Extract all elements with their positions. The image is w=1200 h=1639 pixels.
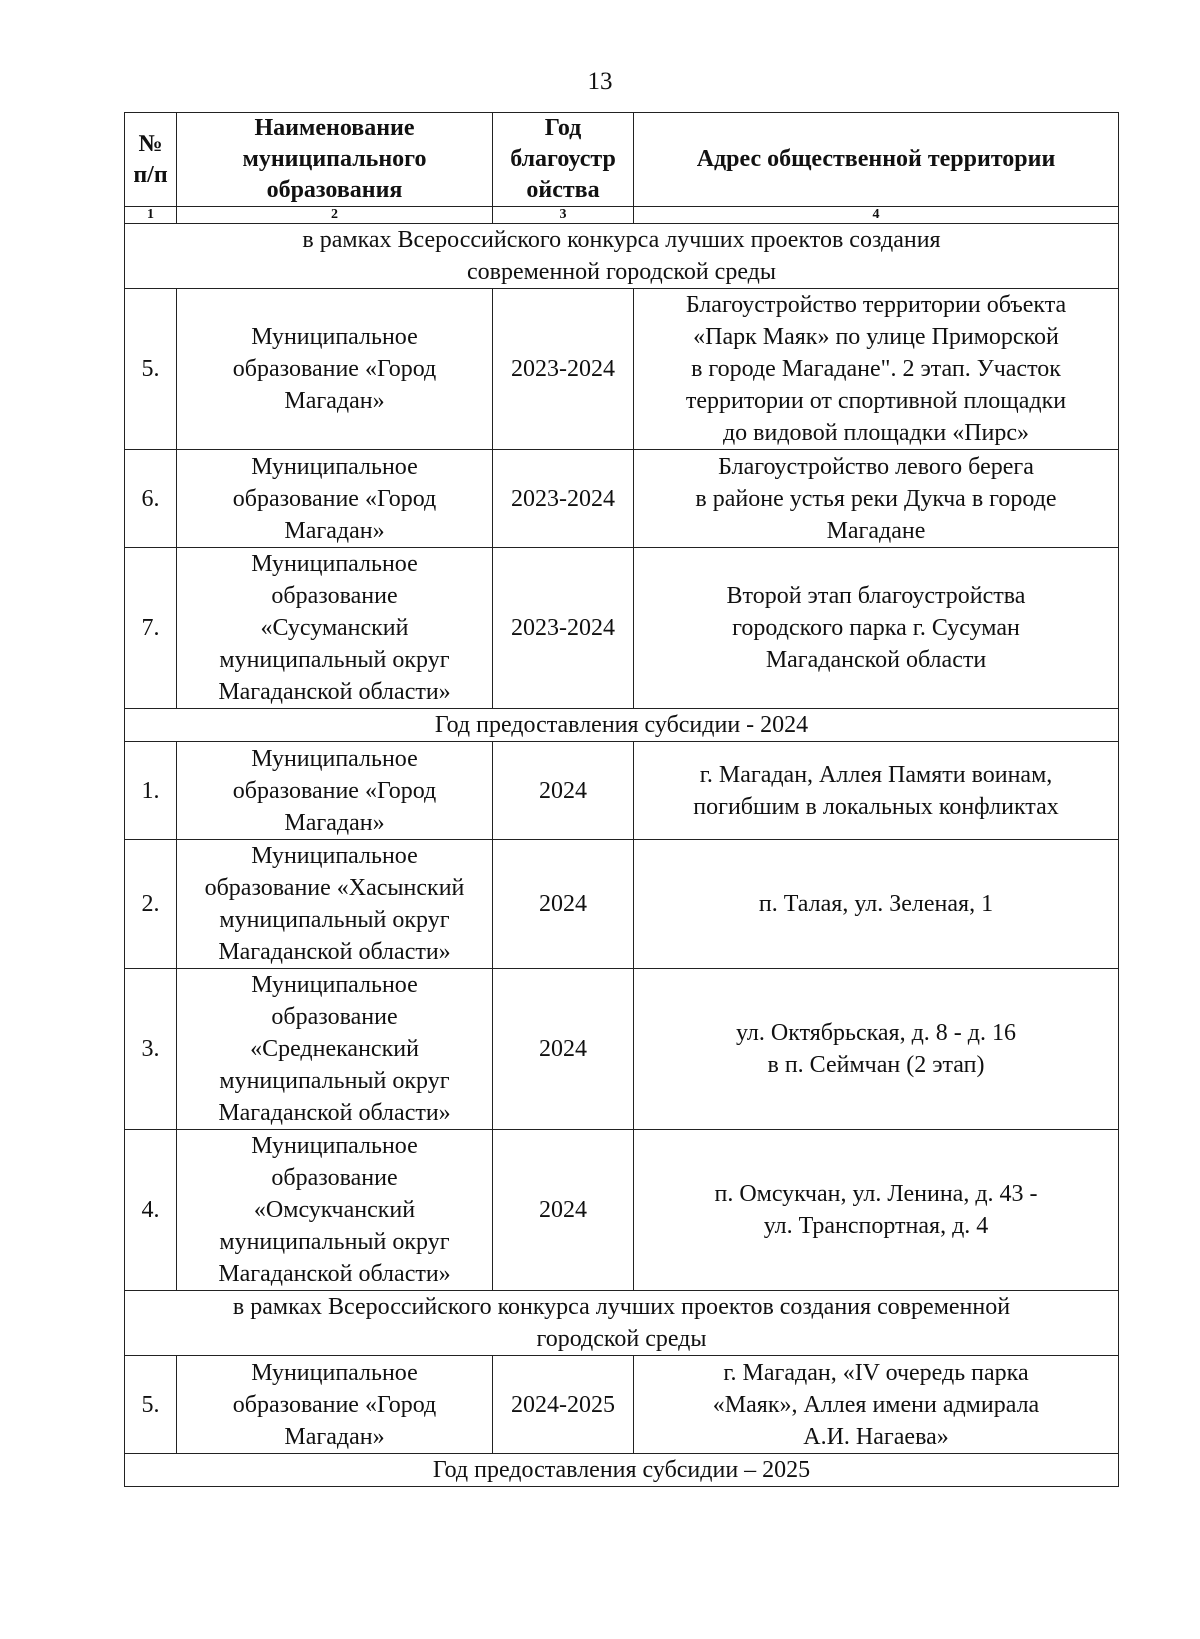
section-heading: Год предоставления субсидии – 2025 [125, 1454, 1119, 1487]
section-row [125, 1454, 1119, 1487]
table-row [125, 548, 1119, 709]
row-address: г. Магадан, «IV очередь парка «Маяк», Аллея имени адмирала А.И. Нагаева» [634, 1356, 1119, 1454]
row-address: Благоустройство левого берега в районе устья реки Дукча в городе Магадане [634, 450, 1119, 548]
row-num: 4. [125, 1130, 177, 1291]
header-year: Год благоустр ойства [493, 113, 634, 207]
row-year: 2024 [493, 969, 634, 1130]
row-address: г. Магадан, Аллея Памяти воинам, погибшим в локальных конфликтах [634, 742, 1119, 840]
row-year: 2024 [493, 1130, 634, 1291]
row-num: 7. [125, 548, 177, 709]
row-year: 2024-2025 [493, 1356, 634, 1454]
territory-table [124, 112, 1119, 1487]
row-year: 2024 [493, 840, 634, 969]
row-address: п. Талая, ул. Зеленая, 1 [634, 840, 1119, 969]
row-municipality: Муниципальное образование «Город Магадан» [177, 1356, 493, 1454]
row-municipality: Муниципальное образование «Сусуманский муниципальный округ Магаданской области» [177, 548, 493, 709]
row-municipality: Муниципальное образование «Хасынский муниципальный округ Магаданской области» [177, 840, 493, 969]
row-num: 5. [125, 289, 177, 450]
row-num: 2. [125, 840, 177, 969]
row-address: Второй этап благоустройства городского парка г. Сусуман Магаданской области [634, 548, 1119, 709]
row-address: п. Омсукчан, ул. Ленина, д. 43 - ул. Транспортная, д. 4 [634, 1130, 1119, 1291]
column-number-row [125, 207, 1119, 224]
table-row [125, 969, 1119, 1130]
row-num: 5. [125, 1356, 177, 1454]
row-year: 2023-2024 [493, 289, 634, 450]
section-heading: Год предоставления субсидии - 2024 [125, 709, 1119, 742]
table-row [125, 742, 1119, 840]
row-address: ул. Октябрьская, д. 8 - д. 16 в п. Сеймчан (2 этап) [634, 969, 1119, 1130]
header-name: Наименование муниципального образования [177, 113, 493, 207]
row-num: 3. [125, 969, 177, 1130]
page-number: 13 [587, 68, 613, 95]
row-municipality: Муниципальное образование «Город Магадан» [177, 450, 493, 548]
section-row [125, 709, 1119, 742]
section-heading: в рамках Всероссийского конкурса лучших проектов создания современной городской среды [125, 224, 1119, 289]
row-municipality: Муниципальное образование «Среднеканский муниципальный округ Магаданской области» [177, 969, 493, 1130]
table-row [125, 1356, 1119, 1454]
col-number: 1 [125, 207, 177, 224]
row-municipality: Муниципальное образование «Город Магадан» [177, 289, 493, 450]
table-row [125, 1130, 1119, 1291]
row-municipality: Муниципальное образование «Город Магадан» [177, 742, 493, 840]
table-row [125, 450, 1119, 548]
row-address: Благоустройство территории объекта «Парк Маяк» по улице Приморской в городе Магадане". 2 этап. Участок территории от спортивной площадки до видовой площадки «Пирс» [634, 289, 1119, 450]
col-number: 3 [493, 207, 634, 224]
row-num: 6. [125, 450, 177, 548]
section-heading: в рамках Всероссийского конкурса лучших проектов создания современной городской среды [125, 1291, 1119, 1356]
row-year: 2023-2024 [493, 450, 634, 548]
col-number: 4 [634, 207, 1119, 224]
table-header-row [125, 113, 1119, 207]
row-year: 2023-2024 [493, 548, 634, 709]
section-row [125, 1291, 1119, 1356]
header-num: № п/п [125, 113, 177, 207]
table-row [125, 840, 1119, 969]
row-num: 1. [125, 742, 177, 840]
section-row [125, 224, 1119, 289]
header-address: Адрес общественной территории [634, 113, 1119, 207]
row-year: 2024 [493, 742, 634, 840]
row-municipality: Муниципальное образование «Омсукчанский муниципальный округ Магаданской области» [177, 1130, 493, 1291]
table-row [125, 289, 1119, 450]
col-number: 2 [177, 207, 493, 224]
